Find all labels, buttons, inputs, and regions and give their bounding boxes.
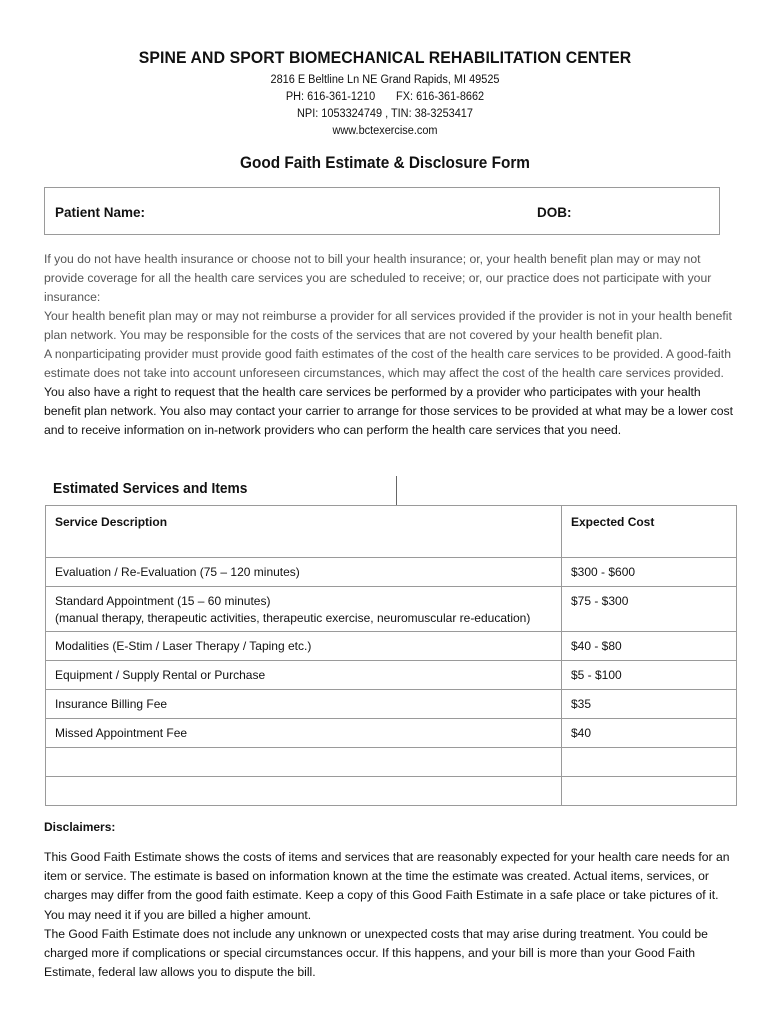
column-header-service-description: Service Description bbox=[46, 506, 562, 558]
empty-table-row bbox=[46, 777, 737, 806]
service-description: Modalities (E-Stim / Laser Therapy / Taping etc.) bbox=[55, 639, 312, 653]
patient-info-box bbox=[44, 187, 720, 235]
table-row bbox=[46, 661, 737, 690]
service-description-cell bbox=[46, 558, 562, 587]
intro-paragraph-1: If you do not have health insurance or choose not to bill your health insurance; or, your health benefit plan may or may not provide coverage for all the health care services you are scheduled to receive; or, our practice does not participate with your insurance: bbox=[44, 252, 712, 304]
empty-table-row bbox=[46, 748, 737, 777]
service-description: Evaluation / Re-Evaluation (75 – 120 minutes) bbox=[55, 565, 300, 579]
letterhead bbox=[0, 48, 770, 140]
service-description: Standard Appointment (15 – 60 minutes) bbox=[55, 594, 271, 608]
disclaimers-label: Disclaimers: bbox=[44, 820, 116, 834]
intro-paragraph-3: A nonparticipating provider must provide good faith estimates of the cost of the health care services to be provided. A good-faith estimate does not take into account unforeseen circumstances, which may affect the cost of the health care services provided. bbox=[44, 347, 731, 380]
disclaimer-paragraph-2: The Good Faith Estimate does not include any unknown or unexpected costs that may arise during treatment. You could be charged more if complications or special circumstances occur. If this happens, and your bill is more than your Good Faith Estimate, federal law allows you to dispute the bill. bbox=[44, 926, 708, 980]
table-row bbox=[46, 632, 737, 661]
empty-cell bbox=[46, 748, 562, 777]
website: www.bctexercise.com bbox=[332, 125, 438, 137]
dob-label: DOB: bbox=[537, 205, 572, 220]
service-description-cell bbox=[46, 719, 562, 748]
empty-cell bbox=[562, 777, 737, 806]
service-description-cell bbox=[46, 661, 562, 690]
service-description-cell bbox=[46, 632, 562, 661]
service-description: Insurance Billing Fee bbox=[55, 697, 168, 711]
organization-name: SPINE AND SPORT BIOMECHANICAL REHABILITATION CENTER bbox=[138, 48, 632, 67]
expected-cost-cell: $40 bbox=[562, 719, 737, 748]
address: 2816 E Beltline Ln NE Grand Rapids, MI 49525 bbox=[270, 74, 500, 86]
expected-cost-cell: $35 bbox=[562, 690, 737, 719]
fax-number: FX: 616-361-8662 bbox=[396, 91, 485, 103]
intro-paragraph-2: Your health benefit plan may or may not reimburse a provider for all services provided if the provider is not in your health benefit plan network. You may be responsible for the costs of the services that are not covered by your health benefit plan. bbox=[44, 309, 732, 342]
column-header-expected-cost: Expected Cost bbox=[562, 506, 737, 558]
table-row bbox=[46, 719, 737, 748]
service-description: Missed Appointment Fee bbox=[55, 726, 188, 740]
expected-cost-cell: $5 - $100 bbox=[562, 661, 737, 690]
empty-cell bbox=[562, 748, 737, 777]
service-description-cell bbox=[46, 587, 562, 632]
estimated-services-heading: Estimated Services and Items bbox=[53, 481, 248, 497]
phone-number: PH: 616-361-1210 bbox=[285, 91, 376, 103]
form-title: Good Faith Estimate & Disclosure Form bbox=[240, 154, 530, 172]
disclaimer-paragraph-1: This Good Faith Estimate shows the costs of items and services that are reasonably expected for your health care needs for an item or service. The estimate is based on information known at the time the estimate was created. Actual items, services, or charges may differ from the good faith estimate. Keep a copy of this Good Faith Estimate in a safe place or take pictures of it. You may need it if you are billed a higher amount. bbox=[44, 850, 730, 922]
expected-cost-cell: $300 - $600 bbox=[562, 558, 737, 587]
expected-cost-cell: $40 - $80 bbox=[562, 632, 737, 661]
table-row bbox=[46, 587, 737, 632]
table-row bbox=[46, 558, 737, 587]
expected-cost-cell: $75 - $300 bbox=[562, 587, 737, 632]
service-description-cell bbox=[46, 690, 562, 719]
table-header-row bbox=[46, 506, 737, 558]
empty-cell bbox=[46, 777, 562, 806]
service-description: Equipment / Supply Rental or Purchase bbox=[55, 668, 266, 682]
phone-fax-line bbox=[19, 89, 751, 106]
service-description-detail: (manual therapy, therapeutic activities, therapeutic exercise, neuromuscular re-education) bbox=[55, 611, 531, 625]
npi-tin-line: NPI: 1053324749 , TIN: 38-3253417 bbox=[297, 108, 473, 120]
table-row bbox=[46, 690, 737, 719]
intro-paragraph-4: You also have a right to request that the health care services be performed by a provider who participates with your health benefit plan network. You also may contact your carrier to arrange for those services to be provided at what may be a lower cost and to receive information on in-network providers who can perform the health care services that you need. bbox=[44, 385, 733, 437]
intro-text bbox=[44, 250, 734, 440]
disclaimers-text bbox=[44, 848, 734, 982]
divider-line bbox=[396, 476, 397, 506]
services-table bbox=[45, 505, 737, 806]
patient-name-label: Patient Name: bbox=[55, 205, 146, 220]
